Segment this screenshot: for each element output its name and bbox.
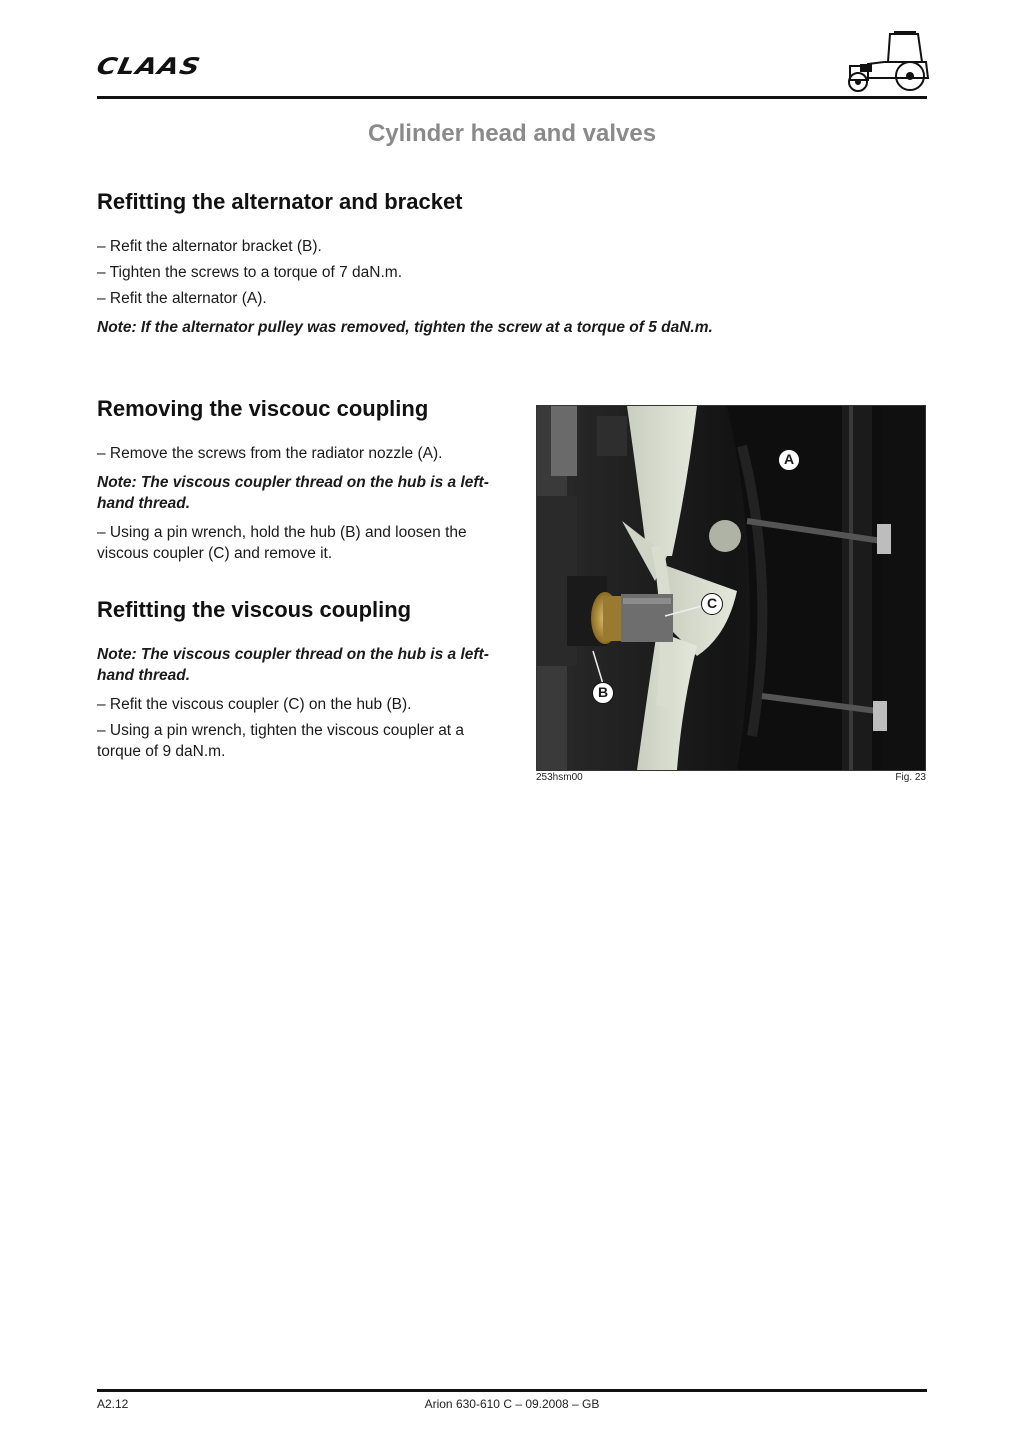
header-rule <box>97 96 927 99</box>
figure-photo-viscous-coupling <box>536 405 926 771</box>
step-pin-wrench-tighten-line2: torque of 9 daN.m. <box>97 743 226 760</box>
step-refit-alternator: – Refit the alternator (A). <box>97 290 267 307</box>
step-refit-bracket: – Refit the alternator bracket (B). <box>97 238 322 255</box>
figure-label: Fig. 23 <box>895 772 926 783</box>
section-heading-refitting-coupling: Refitting the viscous coupling <box>97 597 412 622</box>
step-tighten-screws: – Tighten the screws to a torque of 7 daN.m. <box>97 264 402 281</box>
note-left-hand-thread-line2: hand thread. <box>97 495 191 512</box>
note-alternator-pulley: Note: If the alternator pulley was removed, tighten the screw at a torque of 5 daN.m. <box>97 319 713 336</box>
note2-left-hand-thread-line1: Note: The viscous coupler thread on the hub is a left- <box>97 646 489 663</box>
footer-rule <box>97 1389 927 1392</box>
callout-c: C <box>701 593 723 615</box>
callout-b: B <box>592 682 614 704</box>
section-heading-refitting-alternator: Refitting the alternator and bracket <box>97 189 463 214</box>
chapter-title: Cylinder head and valves <box>367 120 657 147</box>
step-remove-screws: – Remove the screws from the radiator nozzle (A). <box>97 445 443 462</box>
step-pin-wrench-tighten-line1: – Using a pin wrench, tighten the viscous coupler at a <box>97 722 465 739</box>
note2-left-hand-thread-line2: hand thread. <box>97 667 191 684</box>
tractor-icon <box>838 28 930 94</box>
figure-ref-code: 253hsm00 <box>536 772 583 783</box>
claas-logo: CLAAS <box>94 53 204 80</box>
callout-a: A <box>778 449 800 471</box>
step-pin-wrench-hold-line2: viscous coupler (C) and remove it. <box>97 545 333 562</box>
section-heading-removing-coupling: Removing the viscouc coupling <box>97 396 429 421</box>
note-left-hand-thread-line1: Note: The viscous coupler thread on the hub is a left- <box>97 474 489 491</box>
document-reference: Arion 630-610 C – 09.2008 – GB <box>424 1397 600 1411</box>
step-refit-coupler: – Refit the viscous coupler (C) on the hub (B). <box>97 696 412 713</box>
step-pin-wrench-hold-line1: – Using a pin wrench, hold the hub (B) and loosen the <box>97 524 467 541</box>
page-number: A2.12 <box>97 1397 129 1411</box>
